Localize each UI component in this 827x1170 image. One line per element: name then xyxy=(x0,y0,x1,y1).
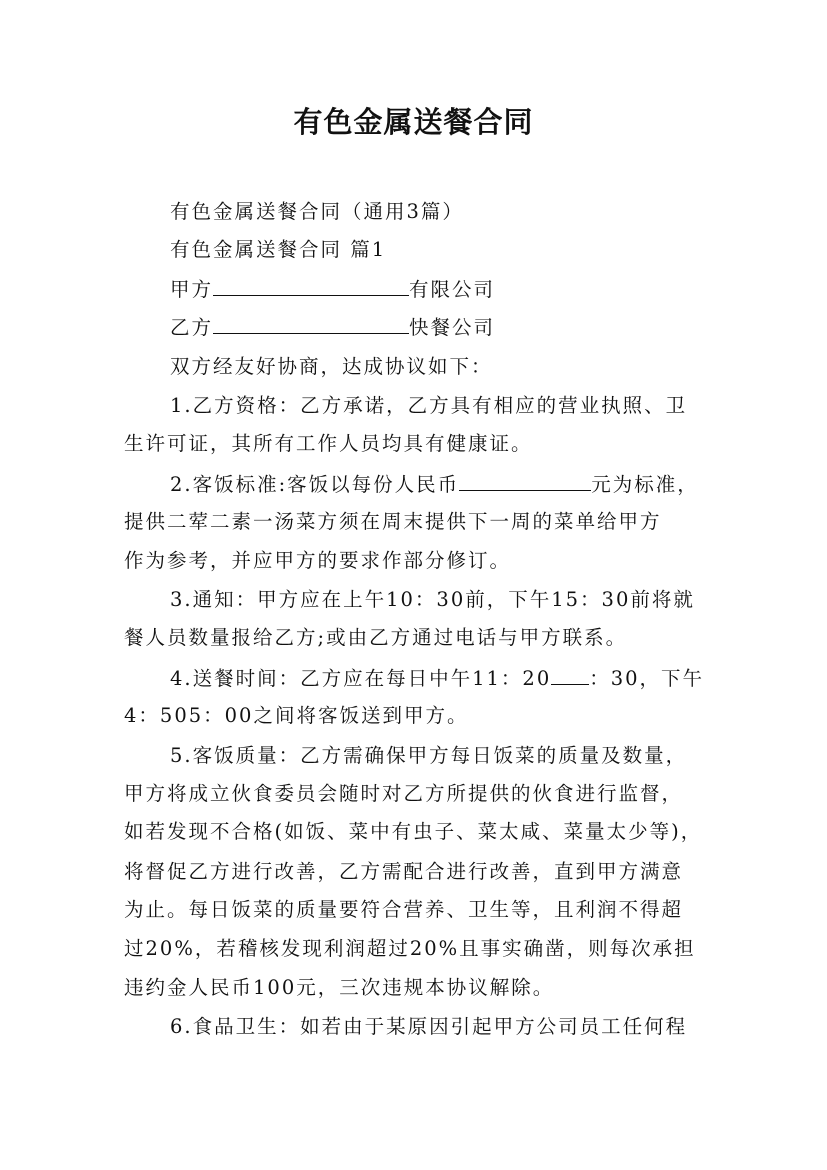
clause-2-text-after: 元为标准， xyxy=(591,473,699,496)
document-subtitle: 有色金属送餐合同（通用3篇） xyxy=(170,200,464,223)
party-b-line xyxy=(170,315,495,340)
intro-paragraph: 双方经友好协商，达成协议如下： xyxy=(170,355,493,378)
party-a-blank xyxy=(213,277,409,296)
clause-5-line-2: 甲方将成立伙食委员会随时对乙方所提供的伙食进行监督， xyxy=(124,782,684,805)
clause-1-line-2: 生许可证，其所有工作人员均具有健康证。 xyxy=(124,432,533,455)
clause-6-line-1: 6.食品卫生：如若由于某原因引起甲方公司员工任何程 xyxy=(170,1015,688,1038)
party-a-line xyxy=(170,277,495,302)
clause-2-line-1 xyxy=(170,472,699,497)
clause-4-text-before: 4.送餐时间：乙方应在每日中午11：20 xyxy=(170,667,552,690)
clause-5-line-5: 为止。每日饭菜的质量要符合营养、卫生等，且利润不得超 xyxy=(124,898,684,921)
clause-4-text-after: ：30，下午 xyxy=(589,667,705,690)
party-b-suffix: 快餐公司 xyxy=(409,316,496,339)
clause-4-line-2: 4：505：00之间将客饭送到甲方。 xyxy=(124,704,469,727)
clause-4-line-1 xyxy=(170,666,704,691)
clause-5-line-1: 5.客饭质量：乙方需确保甲方每日饭菜的质量及数量， xyxy=(170,744,688,767)
clause-1-line-1: 1.乙方资格：乙方承诺，乙方具有相应的营业执照、卫 xyxy=(170,394,688,417)
time-blank xyxy=(551,666,589,685)
clause-2-text-before: 2.客饭标准:客饭以每份人民币 xyxy=(170,473,460,496)
party-b-blank xyxy=(213,315,409,334)
clause-5-line-6: 过20%，若稽核发现利润超过20%且事实确凿，则每次承担 xyxy=(124,937,696,960)
party-b-prefix: 乙方 xyxy=(170,316,214,339)
section-heading: 有色金属送餐合同 篇1 xyxy=(170,238,387,261)
clause-5-line-4: 将督促乙方进行改善，乙方需配合进行改善，直到甲方满意 xyxy=(124,860,684,883)
price-blank xyxy=(459,472,591,491)
party-a-prefix: 甲方 xyxy=(170,278,214,301)
clause-5-line-3: 如若发现不合格(如饭、菜中有虫子、菜太咸、菜量太少等)， xyxy=(124,820,703,843)
clause-3-line-1: 3.通知：甲方应在上午10：30前，下午15：30前将就 xyxy=(170,588,695,611)
clause-3-line-2: 餐人员数量报给乙方;或由乙方通过电话与甲方联系。 xyxy=(124,626,628,649)
document-title: 有色金属送餐合同 xyxy=(293,105,534,139)
party-a-suffix: 有限公司 xyxy=(409,278,496,301)
clause-2-line-3: 作为参考，并应甲方的要求作部分修订。 xyxy=(124,549,512,572)
clause-2-line-2: 提供二荤二素一汤菜方须在周末提供下一周的菜单给甲方 xyxy=(124,510,662,533)
clause-5-line-7: 违约金人民币100元，三次违规本协议解除。 xyxy=(124,976,555,999)
